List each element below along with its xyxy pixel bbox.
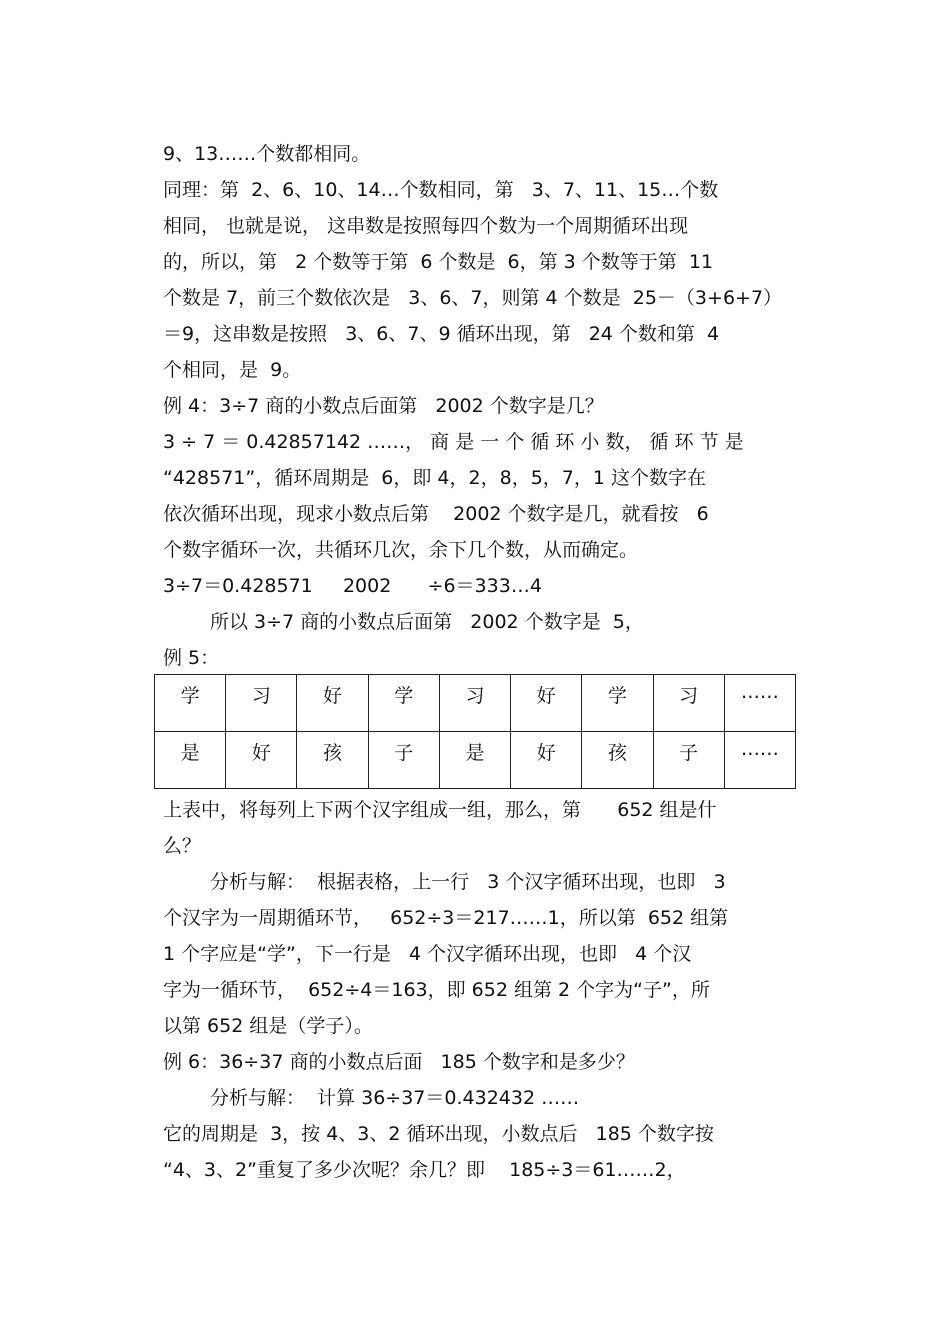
- table-row: [155, 675, 796, 732]
- table-cell: 好: [511, 732, 582, 789]
- table-cell: ……: [724, 732, 795, 789]
- text-line: 同理：第 2、6、10、14…个数相同，第 3、7、11、15…个数: [163, 179, 719, 201]
- text-line: “4、3、2”重复了多少次呢？余几？即 185÷3＝61……2，: [163, 1159, 686, 1181]
- table-cell: 习: [653, 675, 724, 732]
- text-line: 3 ÷ 7 ＝ 0.42857142 ……， 商 是 一 个 循 环 小 数， 循 环 节 是: [163, 431, 744, 453]
- example-5-heading: 例 5：: [163, 647, 220, 669]
- text-line: 个数是 7，前三个数依次是 3、6、7，则第 4 个数是 25－（3+6+7）: [163, 287, 783, 309]
- text-line: 么？: [163, 835, 202, 857]
- table-cell: 子: [653, 732, 724, 789]
- table-cell: ……: [724, 675, 795, 732]
- analysis-line: 分析与解： 根据表格，上一行 3 个汉字循环出现，也即 3: [210, 871, 726, 893]
- table-cell: 好: [226, 732, 297, 789]
- text-line: 个数字循环一次，共循环几次，余下几个数，从而确定。: [163, 539, 639, 561]
- table-cell: 学: [582, 675, 653, 732]
- table-cell: 是: [155, 732, 226, 789]
- table-cell: 学: [368, 675, 439, 732]
- table-cell: 好: [297, 675, 368, 732]
- text-line: 9、13……个数都相同。: [163, 143, 371, 165]
- analysis-line: 分析与解： 计算 36÷37＝0.432432 ……: [210, 1087, 580, 1109]
- character-table: [154, 674, 796, 789]
- table-cell: 好: [511, 675, 582, 732]
- example-4-heading: 例 4：3÷7 商的小数点后面第 2002 个数字是几？: [163, 395, 604, 417]
- text-line: 1 个字应是“学”，下一行是 4 个汉字循环出现，也即 4 个汉: [163, 943, 692, 965]
- text-line: 依次循环出现，现求小数点后第 2002 个数字是几，就看按 6: [163, 503, 709, 525]
- example-6-heading: 例 6：36÷37 商的小数点后面 185 个数字和是多少？: [163, 1051, 635, 1073]
- conclusion-line: 所以 3÷7 商的小数点后面第 2002 个数字是 5，: [210, 611, 644, 633]
- text-line: “428571”，循环周期是 6，即 4，2，8，5，7，1 这个数字在: [163, 467, 706, 489]
- text-line: 它的周期是 3，按 4、3、2 循环出现，小数点后 185 个数字按: [163, 1123, 714, 1145]
- table-cell: 孩: [582, 732, 653, 789]
- text-line: 个汉字为一周期循环节， 652÷3＝217……1，所以第 652 组第: [163, 907, 729, 929]
- text-line: 字为一循环节， 652÷4＝163，即 652 组第 2 个字为“子”，所: [163, 979, 710, 1001]
- table-cell: 学: [155, 675, 226, 732]
- text-line: 个相同，是 9。: [163, 359, 302, 381]
- table-cell: 习: [226, 675, 297, 732]
- equation-line: 3÷7＝0.428571 2002 ÷6＝333…4: [163, 575, 542, 597]
- text-line: 相同， 也就是说， 这串数是按照每四个数为一个周期循环出现: [163, 215, 689, 237]
- table-cell: 习: [439, 675, 510, 732]
- text-line: ＝9，这串数是按照 3、6、7、9 循环出现，第 24 个数和第 4: [163, 323, 720, 345]
- table-cell: 孩: [297, 732, 368, 789]
- text-line: 上表中，将每列上下两个汉字组成一组，那么，第 652 组是什: [163, 799, 717, 821]
- table-cell: 子: [368, 732, 439, 789]
- table-row: [155, 732, 796, 789]
- text-line: 的，所以，第 2 个数等于第 6 个数是 6，第 3 个数等于第 11: [163, 251, 714, 273]
- text-line: 以第 652 组是（学子）。: [163, 1015, 373, 1037]
- table-cell: 是: [439, 732, 510, 789]
